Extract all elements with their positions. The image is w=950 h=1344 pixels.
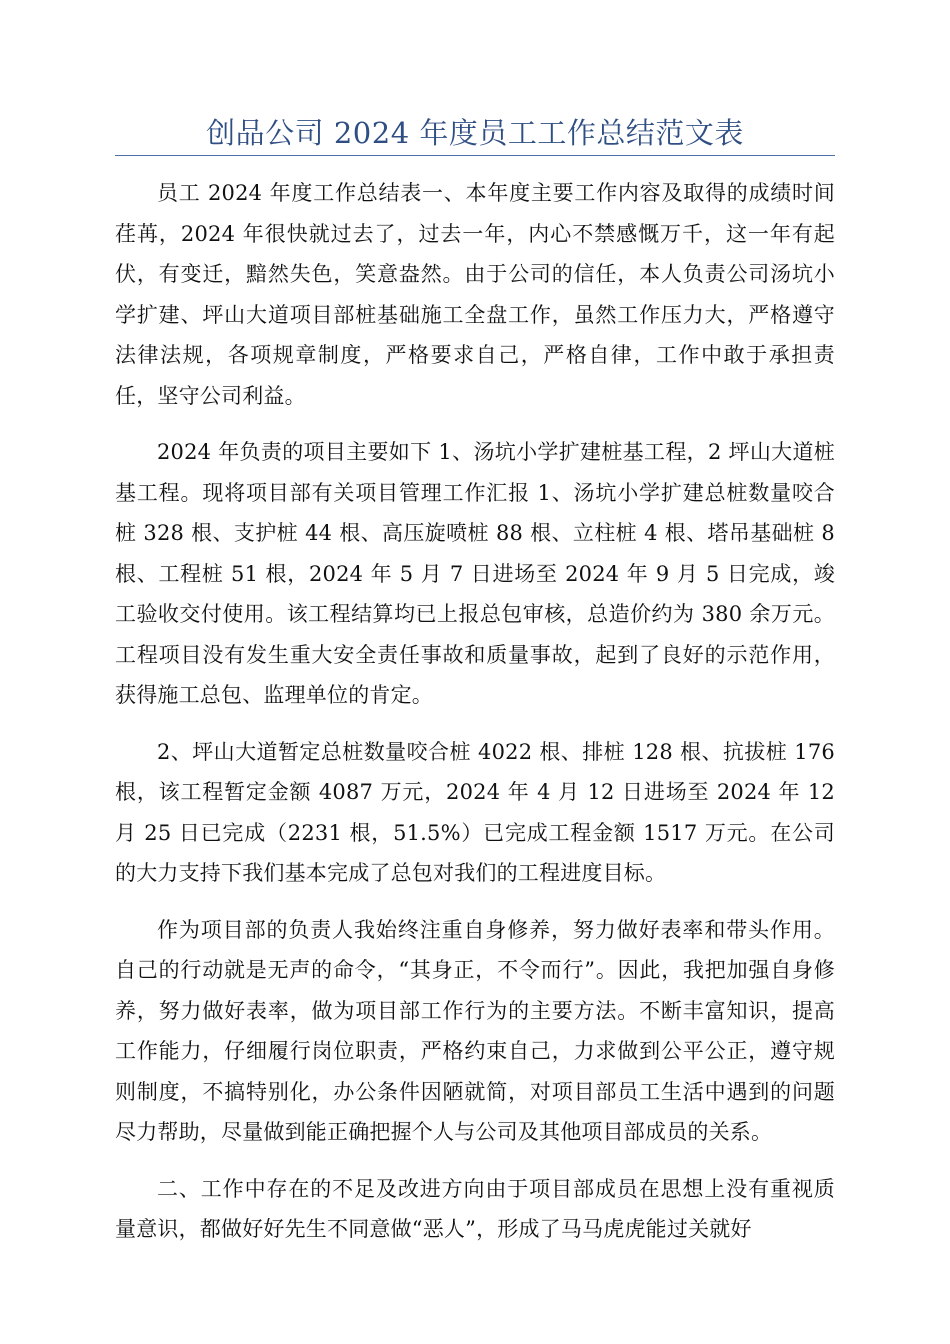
paragraph-4: 作为项目部的负责人我始终注重自身修养，努力做好表率和带头作用。自己的行动就是无声的命令，“其身正，不令而行”。因此，我把加强自身修养，努力做好表率，做为项目部工作行为的主要方法。不断丰富知识，提高工作能力，仔细履行岗位职责，严格约束自己，力求做到公平公正，遵守规则制度，不搞特别化，办公条件因陋就简，对项目部员工生活中遇到的问题尽力帮助，尽量做到能正确把握个人与公司及其他项目部成员的关系。 bbox=[115, 917, 835, 1144]
paragraph-1: 员工 2024 年度工作总结表一、本年度主要工作内容及取得的成绩时间荏苒，2024 年很快就过去了，过去一年，内心不禁感慨万千，这一年有起伏，有变迁，黯然失色，笑意盎然。由于公司的信任，本人负责公司汤坑小学扩建、坪山大道项目部桩基础施工全盘工作，虽然工作压力大，严格遵守法律法规，各项规章制度，严格要求自己，严格自律，工作中敢于承担责任，坚守公司利益。 bbox=[115, 181, 835, 408]
paragraph-2: 2024 年负责的项目主要如下 1、汤坑小学扩建桩基工程，2 坪山大道桩基工程。现将项目部有关项目管理工作汇报 1、汤坑小学扩建总桩数量咬合桩 328 根、支护桩 44 根、高压旋喷桩 88 根、立柱桩 4 根、塔吊基础桩 8 根、工程桩 51 根，2024 年 5 月 7 日进场至 2024 年 9 月 5 日完成，竣工验收交付使用。该工程结算均已上报总包审核，总造价约为 380 余万元。工程项目没有发生重大安全责任事故和质量事故，起到了良好的示范作用，获得施工总包、监理单位的肯定。 bbox=[115, 440, 835, 707]
document-title: 创品公司 2024 年度员工工作总结范文表 bbox=[206, 116, 744, 150]
paragraph-3: 2、坪山大道暂定总桩数量咬合桩 4022 根、排桩 128 根、抗拔桩 176 根，该工程暂定金额 4087 万元，2024 年 4 月 12 日进场至 2024 年 12 月 25 日已完成（2231 根，51.5%）已完成工程金额 1517 万元。在公司的大力支持下我们基本完成了总包对我们的工程进度目标。 bbox=[115, 739, 835, 885]
document-body bbox=[115, 173, 835, 1266]
title-underline bbox=[115, 155, 835, 156]
paragraph-5: 二、工作中存在的不足及改进方向由于项目部成员在思想上没有重视质量意识，都做好好先生不同意做“恶人”，形成了马马虎虎能过关就好 bbox=[115, 1176, 835, 1241]
